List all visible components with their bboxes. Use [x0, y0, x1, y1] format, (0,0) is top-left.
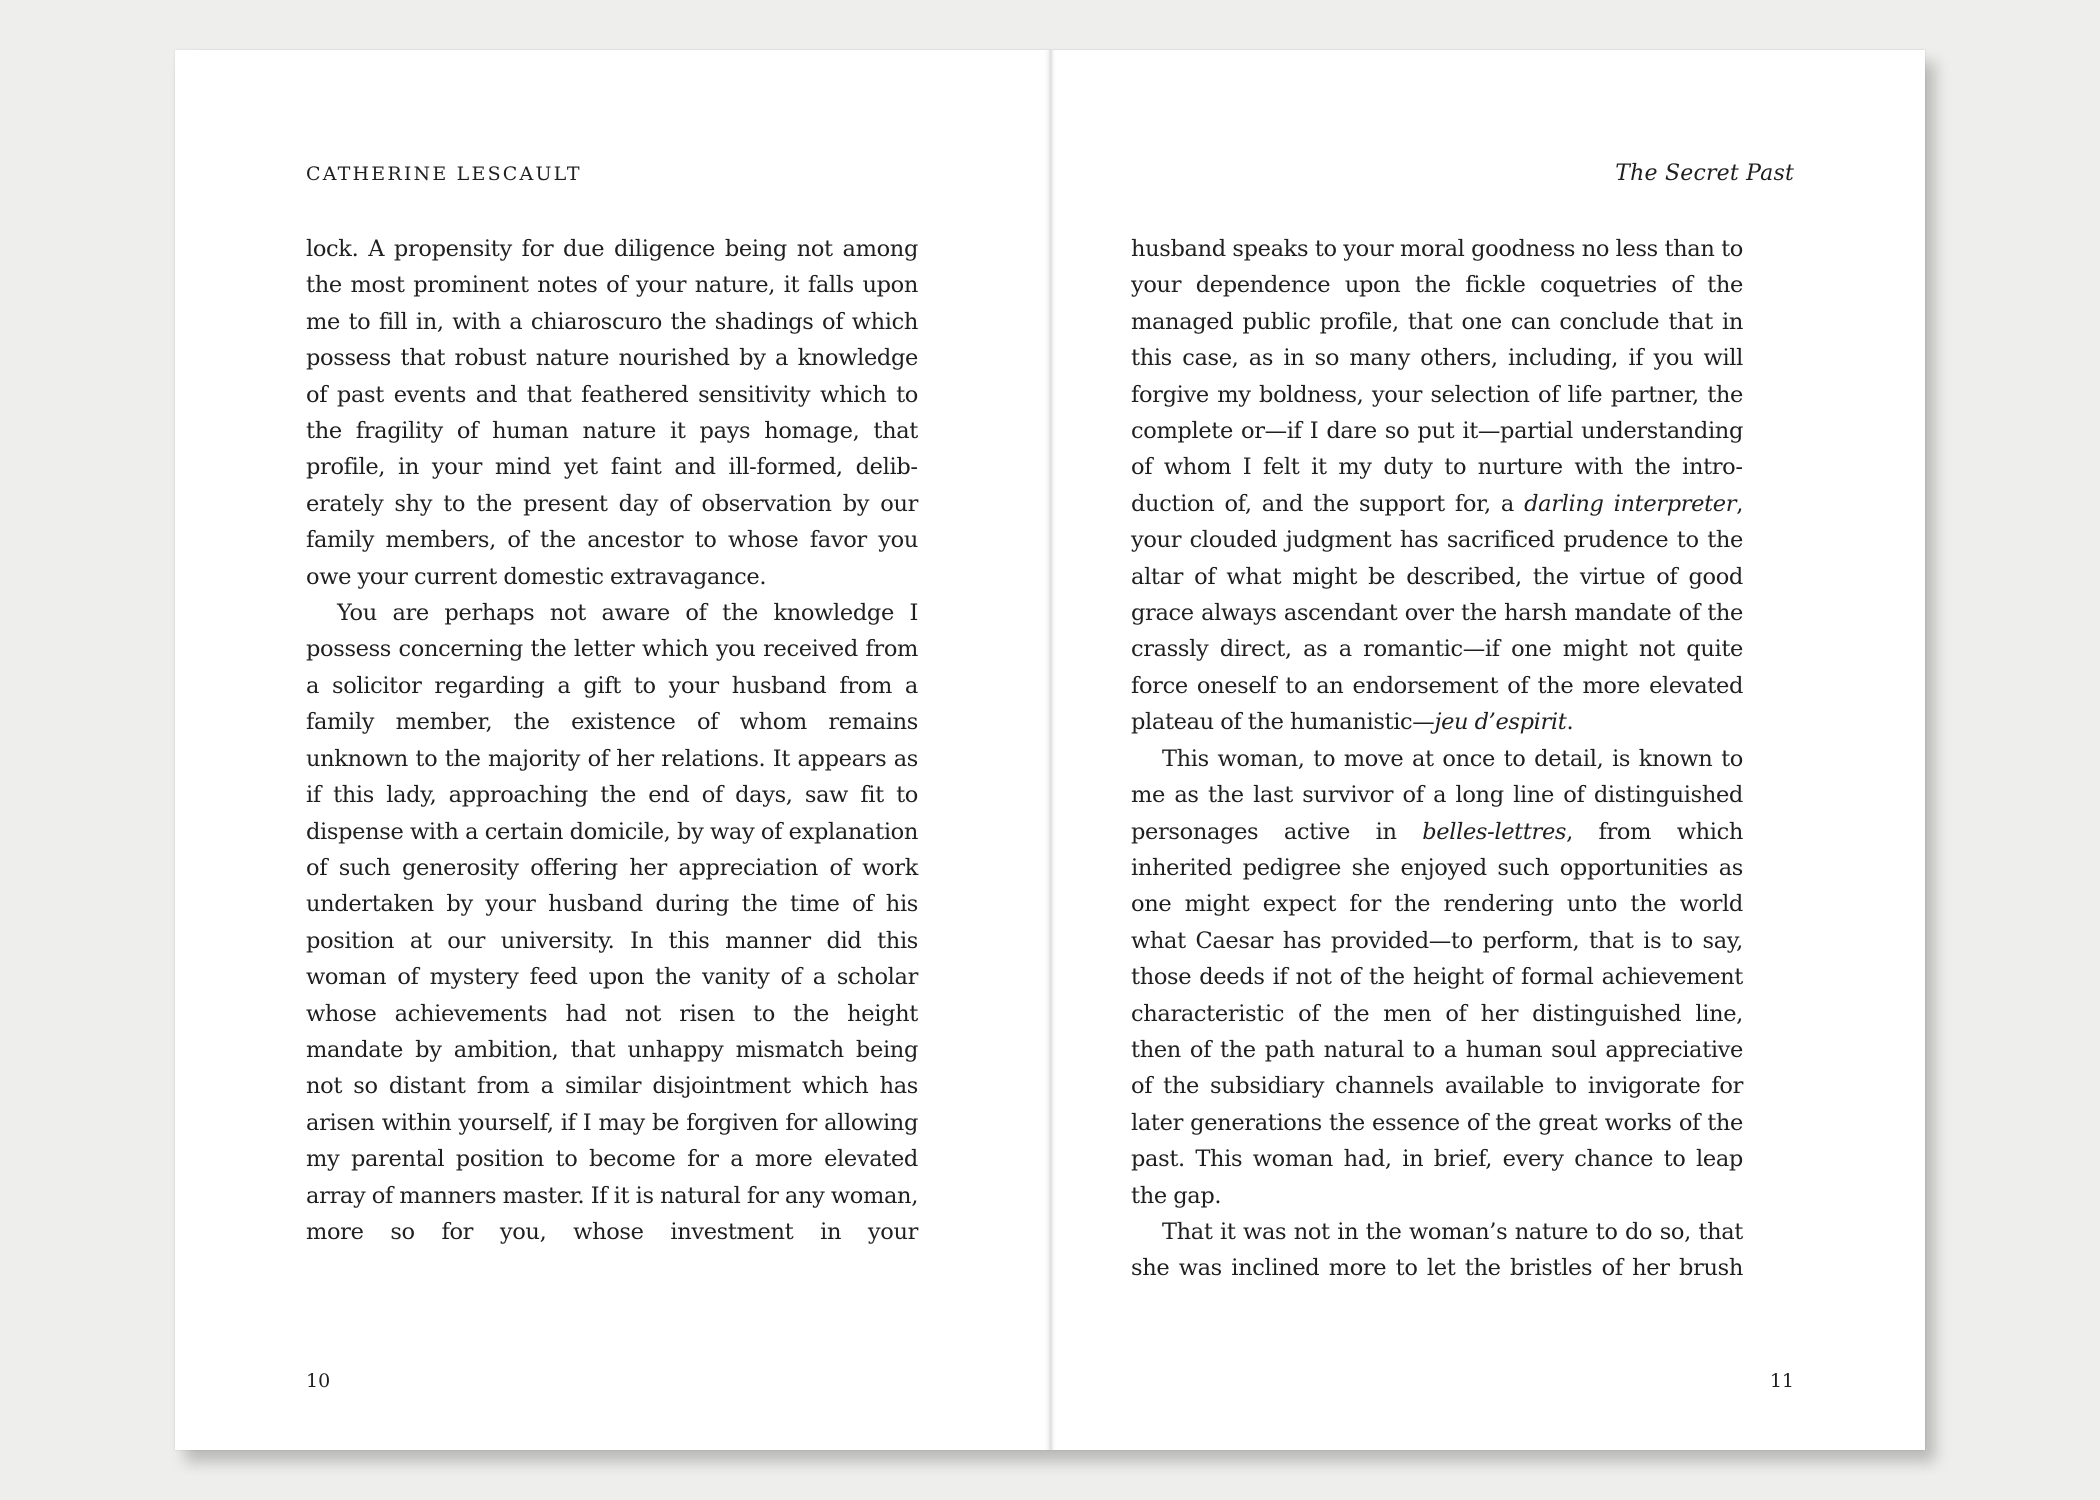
right-page: [1050, 50, 1925, 1450]
text-run: , from which inherited pedigree she enjoyed such opportunities as one might expect for the rendering unto the world what Caesar has provided—to perform, that is to say, those deeds if not of the height of formal achievement characteristic of the men of her distinguished line, then of the path natural to a human soul appreciative of the subsidiary channels available to invigorate for later generations the essence of the great works of the past. This woman had, in brief, every chance to leap the gap.: [1131, 818, 1743, 1209]
paragraph: That it was not in the woman’s nature to do so, that she was inclined more to let the bristles of her brush: [1131, 1218, 1743, 1282]
running-head-author: CATHERINE LESCAULT: [306, 163, 582, 185]
running-head-title: The Secret Past: [1615, 161, 1794, 186]
paragraph: [1131, 231, 1743, 741]
italic-phrase: belles-lettres: [1422, 818, 1567, 845]
text-run: .: [1566, 709, 1574, 736]
italic-phrase: jeu d’espirit: [1434, 709, 1567, 736]
book-spread: [175, 50, 1925, 1450]
page-number: 11: [1769, 1370, 1794, 1392]
page-number: 10: [306, 1370, 331, 1392]
italic-phrase: darling interpreter: [1524, 490, 1737, 517]
paragraph: lock. A propensity for due diligence being not among the most prominent notes of your nature, it falls upon me to fill in, with a chiaroscuro the shadings of which possess that robust nature nourished by a knowledge of past events and that feathered sensitivity which to the fragility of human nature it pays homage, that profile, in your mind yet faint and ill-formed, deliberately shy to the present day of observation by our family members, of the ancestor to whose favor you owe your current domestic extravagance.: [306, 236, 918, 590]
text-run: , your clouded judgment has sacrificed prudence to the altar of what might be described, the virtue of good grace always ascendant over the harsh mandate of the crassly direct, as a romantic—if one might not quite force oneself to an endorsement of the more elevated plateau of the humanistic—: [1131, 490, 1743, 736]
text-run: This woman, to move at once to detail, is known to me as the last survivor of a long line of distinguished personages active in: [1131, 745, 1743, 845]
left-page: [175, 50, 1050, 1450]
right-page-body: [1131, 231, 1743, 1287]
paragraph: You are perhaps not aware of the knowledge I possess concerning the letter which you received from a solicitor regarding a gift to your husband from a family member, the existence of whom remains unknown to the majority of her relations. It appears as if this lady, approaching the end of days, saw fit to dispense with a certain domicile, by way of explanation of such generosity offering her appreciation of work undertaken by your husband during the time of his position at our university. In this manner did this woman of mystery feed upon the vanity of a scholar whose achievements had not risen to the height mandate by ambition, that unhappy mismatch being not so distant from a similar disjointment which has arisen within yourself, if I may be forgiven for allowing my parental position to become for a more elevated array of manners master. If it is natural for any woman, more so for you, whose investment in your: [306, 600, 918, 1245]
left-page-body: [306, 231, 918, 1250]
paragraph: [1131, 741, 1743, 1214]
text-run: husband speaks to your moral goodness no less than to your dependence upon the fickle coquetries of the managed public profile, that one can conclude that in this case, as in so many others, including, if you will forgive my boldness, your selection of life partner, the complete or—if I dare so put it—partial understanding of whom I felt it my duty to nurture with the introduction of, and the support for, a: [1131, 236, 1743, 517]
